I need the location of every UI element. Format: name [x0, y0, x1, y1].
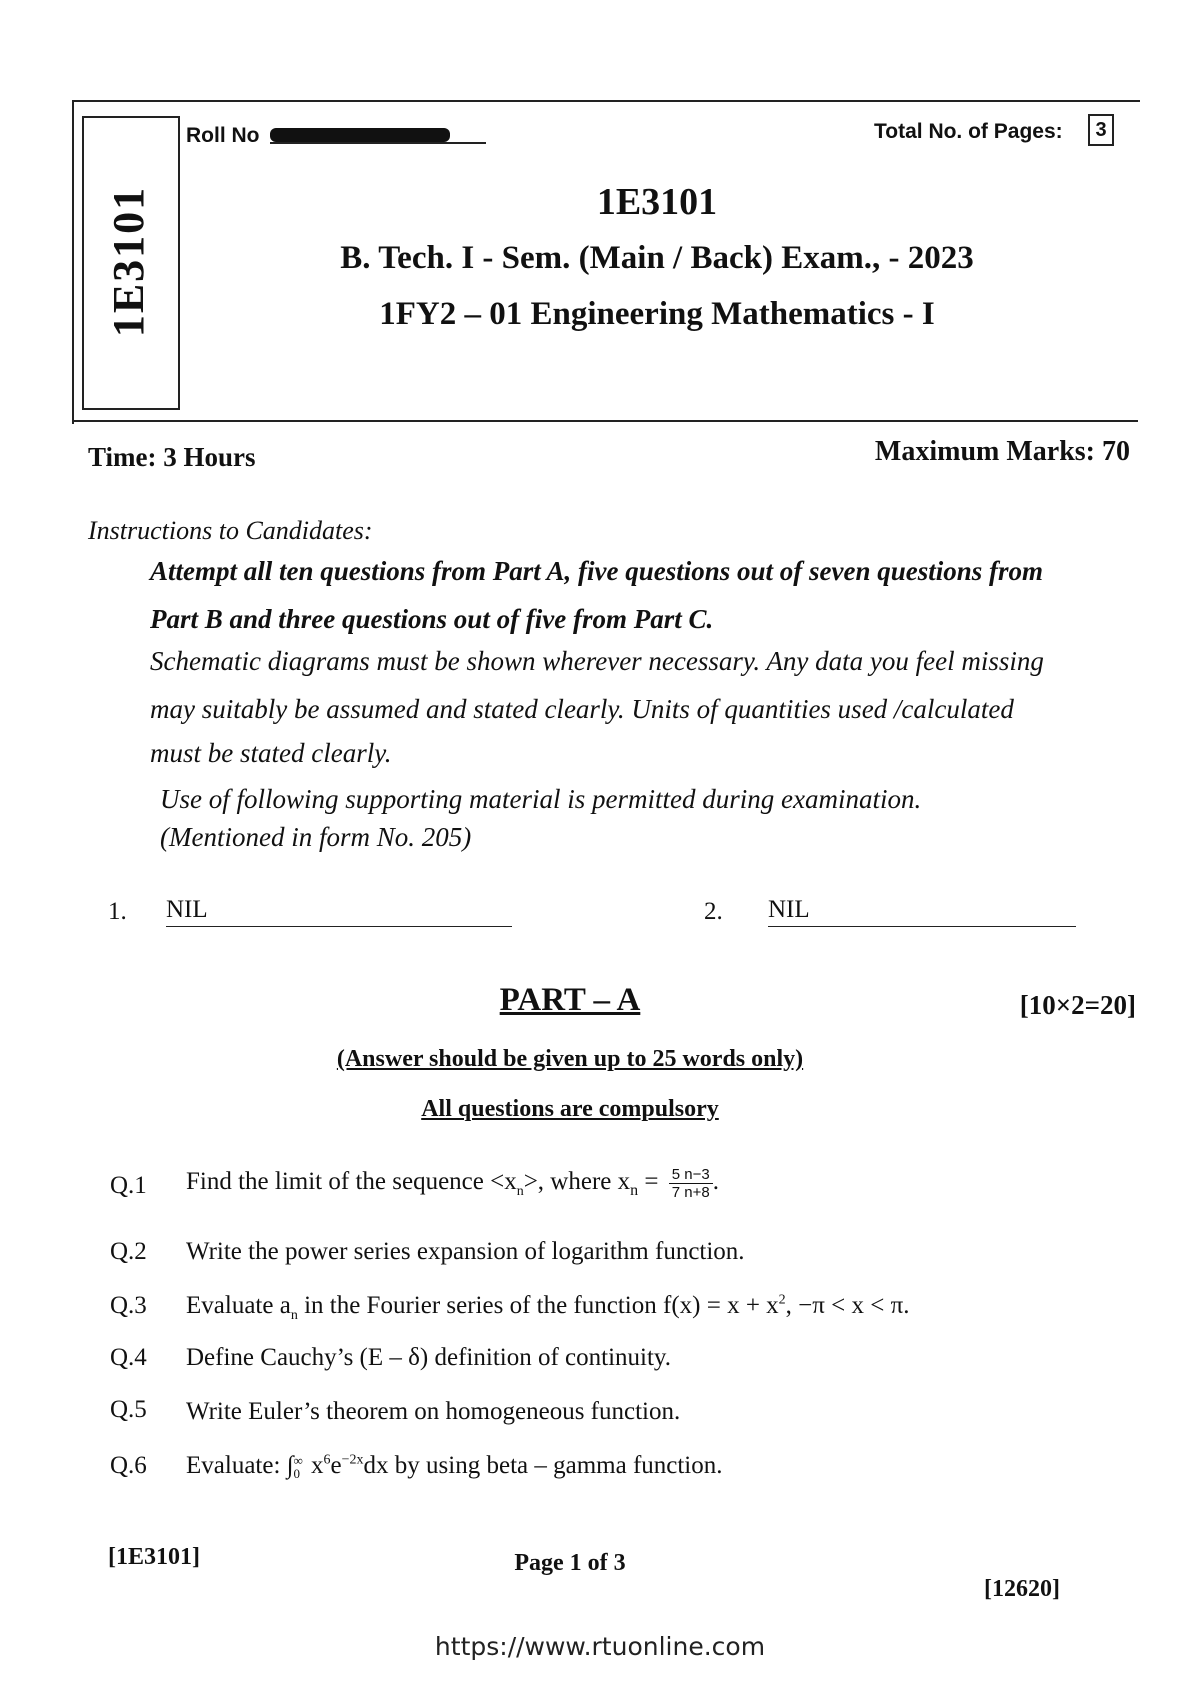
- question-number: Q.5: [110, 1396, 147, 1423]
- page-number: Page 1 of 3: [514, 1550, 626, 1576]
- total-pages-value: 3: [1088, 114, 1114, 146]
- material-line: [768, 926, 1076, 927]
- question-text: Define Cauchy’s (E – δ) definition of continuity.: [186, 1344, 672, 1371]
- material-number: 2.: [704, 898, 723, 925]
- total-pages-label: Total No. of Pages:: [874, 120, 1063, 143]
- material-value: NIL: [166, 896, 208, 923]
- question-number: Q.2: [110, 1238, 147, 1265]
- question-number: Q.3: [110, 1292, 147, 1319]
- instruction-line: Use of following supporting material is permitted during examination.: [160, 784, 922, 814]
- question-text: Evaluate $a_n$ in the Fourier series of the function $f(x) = x + x^2$, −π < x < π.: [186, 1292, 910, 1323]
- maximum-marks: Maximum Marks: 70: [874, 436, 1130, 467]
- paper-code-vertical: [82, 116, 176, 406]
- instruction-line: Schematic diagrams must be shown wherever necessary. Any data you feel missing: [150, 646, 1044, 676]
- header-divider: [72, 420, 1138, 422]
- instructions-heading: Instructions to Candidates:: [88, 516, 373, 545]
- question-text: Write the power series expansion of logarithm function.: [186, 1238, 745, 1265]
- footer-paper-code: [1E3101]: [108, 1544, 200, 1570]
- material-value: NIL: [768, 896, 810, 923]
- instruction-line: (Mentioned in form No. 205): [160, 822, 472, 852]
- instruction-line: Attempt all ten questions from Part A, five questions out of seven questions from: [150, 556, 1044, 586]
- part-a-subtitle: (Answer should be given up to 25 words only): [336, 1046, 804, 1072]
- roll-no-redaction: [270, 128, 450, 142]
- material-number: 1.: [108, 898, 127, 925]
- footer-id: [12620]: [984, 1576, 1060, 1602]
- instruction-line: Part B and three questions out of five from Part C.: [150, 604, 714, 634]
- subject-title: 1FY2 – 01 Engineering Mathematics - I: [379, 296, 935, 332]
- roll-no-line: [270, 142, 486, 144]
- part-a-title: PART – A: [499, 982, 641, 1018]
- fraction: $\frac{5 n-3}{7 n+8}$: [669, 1166, 713, 1201]
- part-a-compulsory-note: All questions are compulsory: [421, 1096, 719, 1122]
- exam-title: B. Tech. I - Sem. (Main / Back) Exam., - 2023: [340, 240, 974, 276]
- time-allowed: Time: 3 Hours: [88, 442, 256, 472]
- paper-code-title: 1E3101: [596, 181, 718, 223]
- question-number: Q.4: [110, 1344, 147, 1371]
- question-text: Find the limit of the sequence $<x_n>$, where $x_n$ = $\frac{5 n-3}{7 n+8}$ .: [186, 1166, 719, 1201]
- question-text: Write Euler’s theorem on homogeneous function.: [186, 1398, 681, 1425]
- material-line: [166, 926, 512, 927]
- question-number: Q.6: [110, 1452, 147, 1479]
- instruction-line: may suitably be assumed and stated clearly. Units of quantities used /calculated: [150, 694, 1014, 724]
- paper-code-vertical-text: 1E3101: [104, 185, 154, 337]
- source-url: https://www.rtuonline.com: [434, 1632, 766, 1661]
- roll-no-label: Roll No: [186, 124, 260, 147]
- instruction-line: must be stated clearly.: [150, 738, 392, 768]
- question-text: Evaluate: ∫ ∞ 0 $x^6e^{-2x}dx$ by using beta – gamma function.: [186, 1452, 723, 1482]
- question-number: Q.1: [110, 1172, 147, 1199]
- part-a-marks: [10×2=20]: [1019, 990, 1136, 1020]
